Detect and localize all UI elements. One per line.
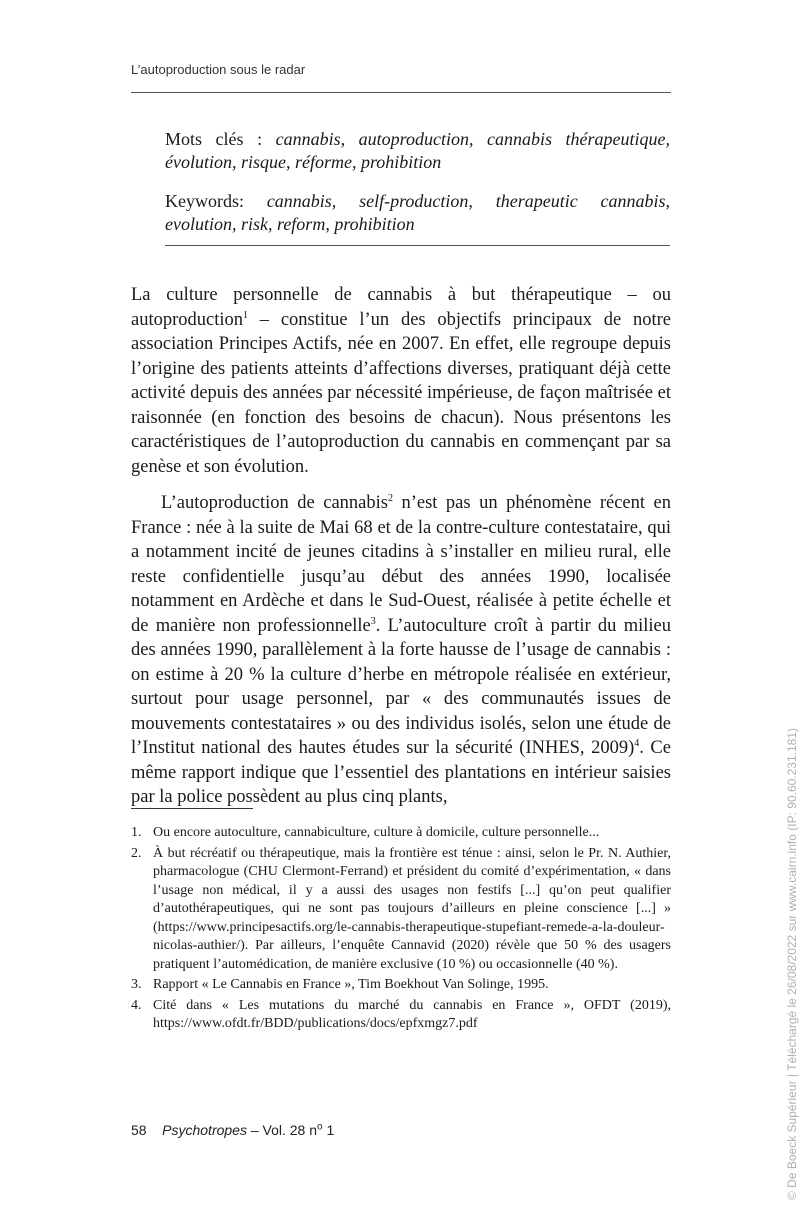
keywords-en-terms: cannabis, self-production, therapeutic cannabis, evolution, risk, reform, prohibition [165,191,670,234]
footnote-item [131,824,671,843]
footnote-number: 1. [131,825,142,840]
download-watermark: © De Boeck Supérieur | Téléchargé le 26/08/2022 sur www.cairn.info (IP: 90.60.231.181) [785,727,799,1200]
issue-superscript: o [317,1121,323,1133]
footnote-number: 3. [131,977,142,992]
keywords-fr-terms: cannabis, autoproduction, cannabis thérapeutique, évolution, risque, réforme, prohibition [165,129,671,172]
footnote-text: À but récréatif ou thérapeutique, mais la frontière est ténue : ainsi, selon le Pr. N. Authier, pharmacologue (CHU Clermont-Ferrand) et président du comité d’expérimentation, « dans l’usage non médical, il y a aussi des usages non festifs [...] qu’on peut qualifier d’autothérapeutiques, qui ne sont pas toujours d’ailleurs en pleine conscience [...] » (https://www.principesactifs.org/le-cannabis-therapeutique-stupefiant-remede-a-la-douleur-nicolas-authier/). Par ailleurs, l’enquête Cannavid (2020) révèle que 50 % des usagers pratiquent l’automédication, de manière exclusive (10 %) ou occasionnelle (40 %). [153,845,671,972]
paragraph-1: La culture personnelle de cannabis à but thérapeutique – ou autoproduction$^1$ – constitue l’un des objectifs principaux de notre association Principes Actifs, née en 2007. En effet, elle regroupe depuis l’origine des patients atteints d’affections diverses, pratiquant déjà cette activité depuis des années par nécessité impérieuse, de façon maîtrisée et raisonnée (en fonction des besoins de chacun). Nous présentons les caractéristiques de l’autoproduction du cannabis en commençant par sa genèse et son évolution. [131,285,671,477]
footnote-number: 2. [131,845,142,861]
journal-issue: 1 [322,1122,335,1138]
footnote-separator [131,808,253,809]
footnote-text: Rapport « Le Cannabis en France », Tim Boekhout Van Solinge, 1995. [153,977,549,992]
paragraph-2: L’autoproduction de cannabis$^2$ n’est pas un phénomène récent en France : née à la suite de Mai 68 et de la contre-culture contestataire, qui a notamment incité de jeunes citadins à s’installer en milieu rural, elle reste confidentielle jusqu’au début des années 1990, localisée notamment en Ardèche et dans le Sud-Ouest, réalisée à petite échelle et de manière non professionnelle$^3$. L’autoculture croît à partir du milieu des années 1990, parallèlement à la forte hausse de l’usage de cannabis : on estime à 20 % la culture d’herbe en métropole réalisée en extérieur, surtout pour usage personnel, par « des communautés issues de mouvements contestataires » ou des individus isolés, selon une étude de l’Institut national des hautes études sur la sécurité (INHES, 2009)$^4$. Ce même rapport indique que l’essentiel des plantations en intérieur saisies par la police possèdent au plus cinq plants, [131,492,671,807]
journal-title: Psychotropes [162,1122,247,1138]
footnote-item [131,976,671,995]
footnotes [131,824,671,1036]
header-rule [131,92,671,93]
body-text [131,283,671,822]
page-footer [131,1122,334,1138]
footnote-text: Cité dans « Les mutations du marché du cannabis en France », OFDT (2019), https://www.ofdt.fr/BDD/publications/docs/epfxmgz7.pdf [153,997,671,1031]
footnote-ref-1[interactable]: 1 [243,309,249,321]
keywords-en [165,190,670,236]
keywords-fr-label: Mots clés : [165,129,263,149]
keywords-en-label: Keywords: [165,191,244,211]
page-number: 58 [131,1122,147,1138]
footnote-item [131,997,671,1034]
journal-volume: – Vol. 28 n [246,1122,318,1138]
footnote-text: Ou encore autoculture, cannabiculture, culture à domicile, culture personnelle... [153,825,600,840]
keywords-rule [165,245,670,246]
footnote-ref-4[interactable]: 4 [634,737,640,749]
footnote-ref-3[interactable]: 3 [370,615,376,627]
footnote-ref-2[interactable]: 2 [387,492,393,504]
running-head: L’autoproduction sous le radar [131,62,306,77]
footnote-number: 4. [131,997,142,1013]
keywords-fr [165,128,670,174]
footnote-item [131,845,671,975]
